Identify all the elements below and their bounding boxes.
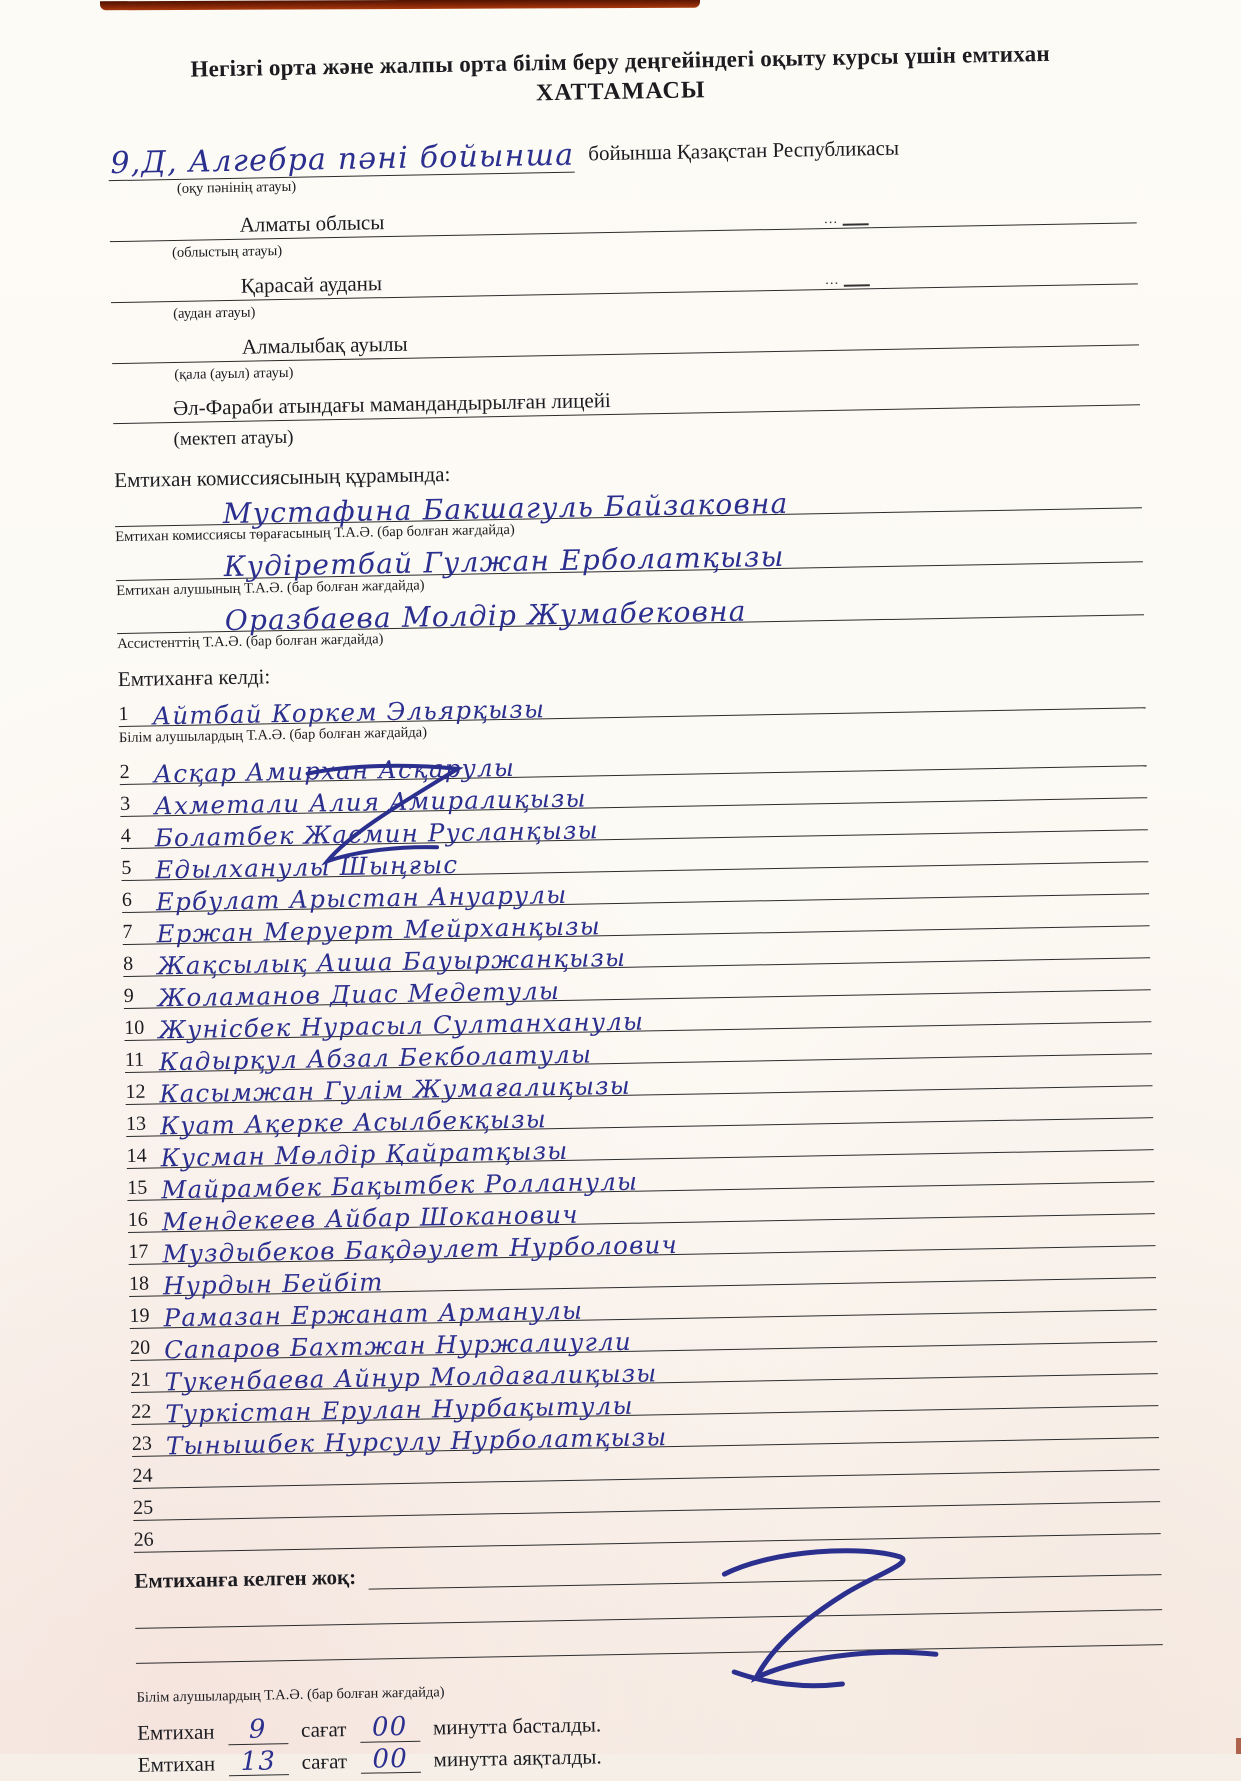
district-caption: (аудан атауы) — [173, 304, 256, 323]
end-prefix: Емтихан — [137, 1751, 216, 1777]
commission-chair-name: Мустафина Бакшагуль Байзаковна — [222, 486, 789, 531]
student-number: 8 — [122, 953, 134, 976]
end-hour-handwritten: 13 — [228, 1750, 288, 1776]
end-minute-handwritten: 00 — [360, 1747, 420, 1773]
student-name-handwritten: Ербулат Арыстан Ануарулы — [155, 879, 568, 917]
student-number: 19 — [129, 1304, 150, 1328]
subject-printed-suffix: бойынша Қазақстан Республикасы — [588, 135, 900, 166]
student-number: 7 — [122, 921, 133, 944]
timing-section — [137, 1702, 1165, 1778]
student-number: 9 — [123, 985, 134, 1008]
student-name-handwritten: Айтбай Коркем Эльярқызы — [152, 694, 546, 731]
student-name-handwritten: Ахметали Алия Амиралиқызы — [153, 783, 587, 821]
district-value: Қарасай ауданы — [240, 271, 383, 298]
student-number: 17 — [128, 1240, 149, 1264]
commission-examiner-caption: Емтихан алушының Т.А.Ә. (бар болған жағдайда) — [116, 577, 425, 599]
student-name-handwritten: Ержан Меруерт Мейрханқызы — [156, 911, 602, 949]
student-number: 18 — [128, 1272, 150, 1296]
student-name-handwritten: Касымжан Гулім Жумағалиқызы — [159, 1070, 632, 1109]
village-caption: (қала (ауыл) атауы) — [174, 364, 294, 384]
student-number: 6 — [121, 889, 133, 912]
student-number: 3 — [119, 793, 131, 816]
student-name-handwritten: Тукенбаева Айнур Молдағалиқызы — [164, 1358, 658, 1397]
student-number: 13 — [125, 1112, 147, 1136]
student-name-handwritten: Кусман Мөлдір Қайратқызы — [160, 1135, 569, 1173]
start-minute-handwritten: 00 — [360, 1716, 420, 1742]
field-village — [112, 318, 1140, 385]
field-school — [113, 378, 1141, 452]
student-name-handwritten: Болатбек Жасмин Русланқызы — [154, 815, 599, 853]
student-number: 16 — [127, 1208, 149, 1232]
end-hour-unit: сағат — [301, 1748, 348, 1774]
student-name-handwritten: Мендекеев Айбар Шоканович — [161, 1199, 579, 1237]
student-name-handwritten: Тынышбек Нурсулу Нурболатқызы — [165, 1421, 668, 1461]
document-title — [106, 37, 1134, 117]
student-number: 12 — [125, 1080, 146, 1104]
school-value: Әл-Фараби атындағы мамандандырылған лицейі — [172, 388, 611, 421]
commission-assistant-caption: Ассистенттің Т.А.Ә. (бар болған жағдайда) — [117, 631, 384, 653]
student-name-handwritten: Едылханулы Шыңғыс — [155, 849, 459, 885]
student-number: 23 — [131, 1432, 153, 1456]
commission-heading: Емтихан комиссиясының құрамында: — [114, 462, 451, 493]
student-number: 15 — [127, 1176, 148, 1200]
student-number: 1 — [118, 703, 129, 726]
subject-handwritten-value: 9,Д, Алгебра пәні бойынша — [110, 137, 575, 182]
student-name-handwritten: Туркістан Ерулан Нурбақытулы — [165, 1390, 634, 1429]
student-name-handwritten: Асқар Амирхан Асқарулы — [153, 752, 516, 789]
title-line-1: Негізгі орта және жалпы орта білім беру деңгейіндегі оқыту курсы үшін емтихан — [190, 40, 1051, 82]
start-suffix: минутта басталды. — [432, 1712, 602, 1740]
student-name-handwritten: Майрамбек Бақытбек Ролланулы — [160, 1166, 639, 1205]
school-caption: (мектеп атауы) — [173, 426, 294, 451]
student-name-handwritten: Куат Ақерке Асылбекқызы — [159, 1104, 548, 1141]
student-name-handwritten: Жоламанов Диас Медетулы — [157, 975, 561, 1013]
attendance-list — [118, 678, 1161, 1554]
absent-label: Емтиханға келген жоқ: — [134, 1565, 357, 1594]
student-name-handwritten: Кадырқул Абзал Бекболатулы — [158, 1039, 593, 1077]
student-number: 24 — [132, 1464, 153, 1488]
student-name-handwritten: Сапаров Бахтжан Нуржалиугли — [163, 1326, 633, 1365]
field-district — [111, 257, 1139, 324]
absent-section — [134, 1550, 1163, 1707]
student-number: 4 — [120, 825, 131, 848]
student-number: 14 — [126, 1144, 147, 1168]
region-caption: (облыстың атауы) — [171, 243, 283, 262]
commission-examiner-name: Кудіретбай Гулжан Ерболатқызы — [223, 540, 785, 584]
commission-assistant-name: Оразбаева Молдір Жумабековна — [224, 594, 747, 637]
end-suffix: минутта аяқталды. — [433, 1744, 602, 1772]
title-line-2: ХАТТАМАСЫ — [535, 77, 706, 107]
student-number: 2 — [119, 761, 130, 784]
field-region — [109, 196, 1137, 263]
student-name-handwritten: Жақсылық Аиша Бауыржанқызы — [156, 942, 627, 981]
region-value: Алматы облысы — [239, 210, 385, 237]
start-hour-handwritten: 9 — [228, 1718, 288, 1744]
village-value: Алмалыбақ ауылы — [241, 331, 408, 359]
student-number: 20 — [129, 1336, 151, 1360]
attendance-heading: Емтиханға келді: — [117, 664, 271, 692]
absent-caption: Білім алушылардың Т.А.Ә. (бар болған жағдайда) — [136, 1684, 445, 1707]
student-number: 25 — [132, 1496, 154, 1520]
start-prefix: Емтихан — [136, 1719, 215, 1746]
student-name-handwritten: Жунісбек Нурасыл Султанханулы — [158, 1006, 645, 1045]
start-hour-unit: сағат — [300, 1717, 347, 1743]
subject-caption: (оқу пәнінің атауы) — [176, 178, 297, 197]
student-number: 10 — [124, 1016, 145, 1040]
attendance-first-caption: Білім алушылардың Т.А.Ә. (бар болған жағдайда) — [118, 724, 428, 747]
student-number: 26 — [133, 1528, 154, 1552]
student-number: 22 — [131, 1400, 152, 1424]
student-name-handwritten: Нурдын Бейбіт — [162, 1267, 384, 1301]
student-number: 5 — [121, 857, 132, 880]
student-number: 21 — [130, 1368, 151, 1392]
student-number: 11 — [124, 1048, 145, 1072]
student-name-handwritten: Муздыбеков Бақдәулет Нурболович — [162, 1229, 679, 1269]
commission-chair-caption: Емтихан комиссиясы төрағасының Т.А.Ә. (бар болған жағдайда) — [115, 522, 515, 546]
student-name-handwritten: Рамазан Ержанат Арманулы — [163, 1295, 584, 1333]
